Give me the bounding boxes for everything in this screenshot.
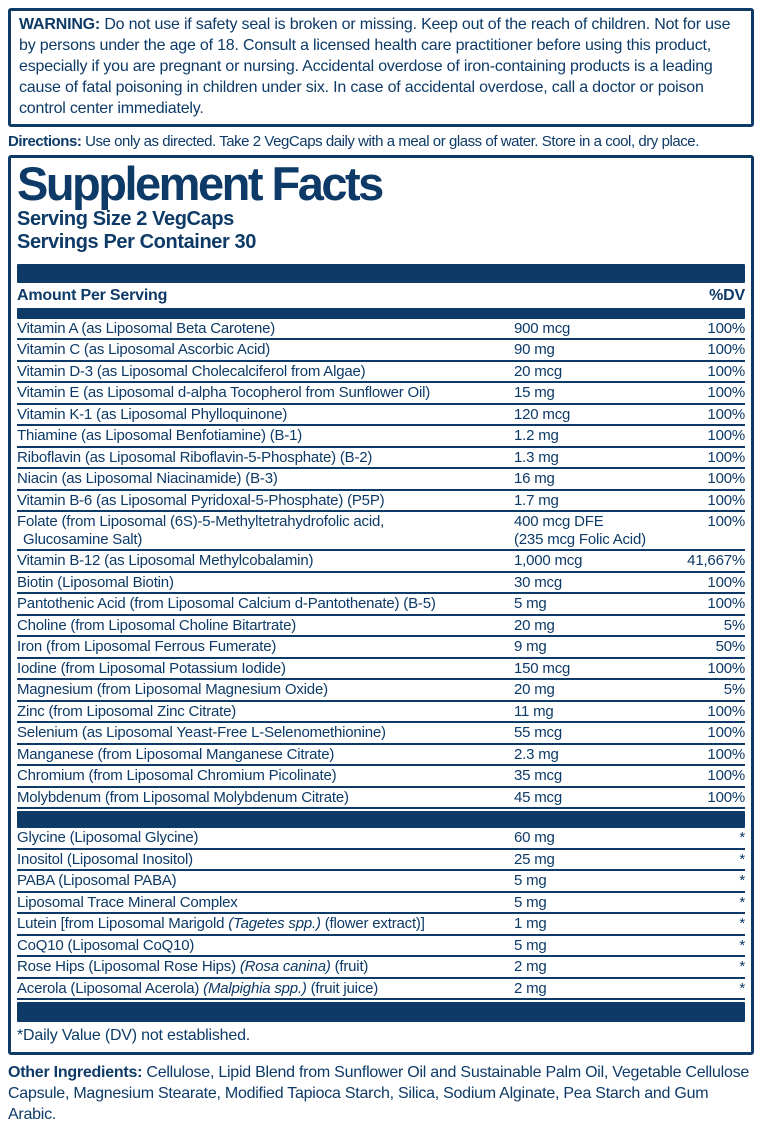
nutrient-amount: [514, 937, 666, 955]
nutrient-dv: 100%: [707, 362, 745, 380]
nutrient-name-text: Acerola (Liposomal Acerola): [17, 979, 204, 997]
table-row: [17, 957, 745, 979]
nutrient-name-text: Manganese (from Liposomal Manganese Citrate): [17, 745, 335, 763]
table-row: [17, 723, 745, 745]
table-row: [17, 469, 745, 491]
nutrient-amount: [514, 638, 666, 656]
nutrient-name-text: Vitamin E (as Liposomal d-alpha Tocopherol from Sunflower Oil): [17, 384, 431, 402]
nutrient-amount: [514, 574, 666, 592]
nutrient-name-text: Vitamin C (as Liposomal Ascorbic Acid): [17, 341, 271, 359]
nutrient-amount-value: 25 mg: [514, 850, 555, 868]
other-ingredients-text: Cellulose, Lipid Blend from Sunflower Oil and Sustainable Palm Oil, Vegetable Cellulose Capsule, Magnesium Stearate, Modified Tapioca Starch, Silica, Sodium Alginate, Pea Starch and Gum Arabic.: [8, 1064, 749, 1124]
nutrient-name-text: Inositol (Liposomal Inositol): [17, 850, 193, 868]
table-row: [17, 362, 745, 384]
nutrient-dv: 100%: [707, 659, 745, 677]
table-row: [17, 637, 745, 659]
nutrient-name-text: Selenium (as Liposomal Yeast-Free L-Selenomethionine): [17, 724, 386, 742]
nutrient-amount-value: 60 mg: [514, 829, 555, 847]
nutrient-amount-value: 20 mcg: [514, 362, 562, 380]
nutrient-name-suffix: (flower extract)]: [320, 915, 425, 933]
nutrient-dv: 100%: [707, 724, 745, 742]
table-row: [17, 766, 745, 788]
nutrient-amount: [514, 767, 666, 785]
nutrient-dv: 100%: [707, 470, 745, 488]
nutrient-name: [17, 384, 514, 402]
nutrient-amount-value: 120 mcg: [514, 405, 571, 423]
nutrient-dv: 100%: [707, 491, 745, 509]
supplement-facts-title: Supplement Facts: [17, 157, 382, 210]
nutrient-name: [17, 492, 514, 510]
secondary-nutrient-table: [17, 828, 745, 1000]
nutrient-name-text: Folate (from Liposomal (6S)-5-Methyltetrahydrofolic acid,: [17, 513, 385, 531]
nutrient-name-suffix: (fruit juice): [306, 979, 379, 997]
nutrient-name-text: Glycine (Liposomal Glycine): [17, 829, 199, 847]
nutrient-amount: [514, 746, 666, 764]
nutrient-dv: 100%: [707, 427, 745, 445]
table-row: [17, 405, 745, 427]
table-row: [17, 914, 745, 936]
directions-text: Use only as directed. Take 2 VegCaps daily with a meal or glass of water. Store in a cool, dry place.: [85, 133, 699, 150]
warning-text: Do not use if safety seal is broken or missing. Keep out of the reach of children. Not for use by persons under the age of 18. Consult a licensed health care practitioner before using this product, especially if you are pregnant or nursing. Accidental overdose of iron-containing products is a leading cause of fatal poisoning in children under six. In case of accidental overdose, call a doctor or poison control center immediately.: [19, 16, 731, 117]
nutrient-dv: *: [739, 915, 745, 933]
nutrient-name: [17, 363, 514, 381]
nutrient-dv: 100%: [707, 573, 745, 591]
nutrient-name-latin: (Rosa canina): [239, 958, 331, 976]
nutrient-amount-value: 45 mcg: [514, 788, 562, 806]
nutrient-amount-value: 1.2 mg: [514, 427, 559, 445]
nutrient-amount: [514, 617, 666, 635]
section-divider-bar: [17, 1002, 745, 1022]
nutrient-amount-value: 5 mg: [514, 872, 547, 890]
nutrient-name-text: Iodine (from Liposomal Potassium Iodide): [17, 659, 286, 677]
nutrient-name-text: Zinc (from Liposomal Zinc Citrate): [17, 702, 237, 720]
nutrient-name: [17, 406, 514, 424]
nutrient-name: [17, 341, 514, 359]
warning-label: WARNING:: [19, 16, 101, 33]
nutrient-amount: [514, 513, 666, 548]
table-row: [17, 616, 745, 638]
table-row: [17, 850, 745, 872]
nutrient-name: [17, 427, 514, 445]
table-row: [17, 491, 745, 513]
nutrient-name: [17, 660, 514, 678]
nutrient-amount-value: 1 mg: [514, 915, 547, 933]
nutrient-amount-value: 2 mg: [514, 979, 547, 997]
nutrient-amount: [514, 681, 666, 699]
nutrient-name: [17, 894, 514, 912]
nutrient-amount: [514, 595, 666, 613]
nutrient-dv: 100%: [707, 384, 745, 402]
nutrient-amount: [514, 660, 666, 678]
nutrient-name-text: Vitamin K-1 (as Liposomal Phylloquinone): [17, 405, 288, 423]
table-row: [17, 573, 745, 595]
nutrient-amount-value: 2.3 mg: [514, 745, 559, 763]
nutrient-name-text: Molybdenum (from Liposomal Molybdenum Citrate): [17, 788, 349, 806]
nutrient-dv: 100%: [707, 595, 745, 613]
nutrient-amount-value: 2 mg: [514, 958, 547, 976]
nutrient-amount: [514, 980, 666, 998]
nutrient-dv: 5%: [723, 616, 745, 634]
nutrient-amount-value: 1,000 mcg: [514, 552, 583, 570]
nutrient-name: [17, 320, 514, 338]
nutrient-amount-value: 5 mg: [514, 936, 547, 954]
nutrient-name-text: Niacin (as Liposomal Niacinamide) (B-3): [17, 470, 278, 488]
nutrient-name-text: Thiamine (as Liposomal Benfotiamine) (B-1): [17, 427, 303, 445]
nutrient-name-text: Vitamin B-6 (as Liposomal Pyridoxal-5-Phosphate) (P5P): [17, 491, 385, 509]
nutrient-name-latin: (Tagetes spp.): [228, 915, 321, 933]
nutrient-name: [17, 789, 514, 807]
nutrient-name-text: Vitamin D-3 (as Liposomal Cholecalciferol from Algae): [17, 362, 366, 380]
nutrient-amount-value: 900 mcg: [514, 319, 571, 337]
nutrient-name-text: Choline (from Liposomal Choline Bitartrate): [17, 616, 297, 634]
table-row: [17, 319, 745, 341]
nutrient-name: [17, 767, 514, 785]
nutrient-amount-value: 16 mg: [514, 470, 555, 488]
nutrient-amount-value: 20 mg: [514, 616, 555, 634]
directions: [8, 133, 754, 150]
main-nutrient-table: [17, 319, 745, 810]
nutrient-name-text: Vitamin B-12 (as Liposomal Methylcobalamin): [17, 552, 314, 570]
nutrient-name-text: Rose Hips (Liposomal Rose Hips): [17, 958, 240, 976]
nutrient-amount: [514, 958, 666, 976]
table-row: [17, 512, 745, 551]
table-row: [17, 979, 745, 1001]
nutrient-amount-value: 90 mg: [514, 341, 555, 359]
nutrient-dv: 50%: [715, 638, 745, 656]
table-row: [17, 426, 745, 448]
nutrient-amount: [514, 851, 666, 869]
nutrient-amount: [514, 492, 666, 510]
nutrient-name-text: Chromium (from Liposomal Chromium Picolinate): [17, 767, 337, 785]
nutrient-name: [17, 617, 514, 635]
nutrient-name-text: Magnesium (from Liposomal Magnesium Oxide): [17, 681, 328, 699]
nutrient-amount: [514, 915, 666, 933]
nutrient-name: [17, 980, 514, 998]
nutrient-amount-value: 35 mcg: [514, 767, 562, 785]
nutrient-name-text: Vitamin A (as Liposomal Beta Carotene): [17, 319, 276, 337]
nutrient-dv: *: [739, 936, 745, 954]
nutrient-dv: 100%: [707, 513, 745, 531]
nutrient-name: [17, 470, 514, 488]
nutrient-amount-value: 11 mg: [514, 702, 554, 720]
nutrient-name: [17, 958, 514, 976]
nutrient-name-line2: Glucosamine Salt): [23, 530, 143, 548]
dv-header: %DV: [709, 286, 745, 304]
nutrient-amount-value: 30 mcg: [514, 573, 562, 591]
daily-value-footnote: *Daily Value (DV) not established.: [17, 1027, 251, 1045]
nutrient-amount-line2: (235 mcg Folic Acid): [514, 530, 646, 548]
table-row: [17, 680, 745, 702]
nutrient-name: [17, 724, 514, 742]
nutrient-dv: *: [739, 850, 745, 868]
nutrient-dv: 100%: [707, 767, 745, 785]
nutrient-name: [17, 681, 514, 699]
table-row: [17, 383, 745, 405]
nutrient-amount: [514, 829, 666, 847]
nutrient-name: [17, 638, 514, 656]
nutrient-amount-value: 15 mg: [514, 384, 555, 402]
section-divider-bar: [17, 264, 745, 283]
nutrient-dv: *: [739, 893, 745, 911]
table-row: [17, 594, 745, 616]
nutrient-dv: 5%: [723, 681, 745, 699]
table-row: [17, 702, 745, 724]
nutrient-dv: 41,667%: [687, 552, 745, 570]
nutrient-amount: [514, 894, 666, 912]
nutrient-name-text: Liposomal Trace Mineral Complex: [17, 893, 238, 911]
nutrient-amount-value: 1.7 mg: [514, 491, 559, 509]
nutrient-dv: *: [739, 979, 745, 997]
nutrient-amount-value: 1.3 mg: [514, 448, 559, 466]
nutrient-dv: 100%: [707, 405, 745, 423]
table-row: [17, 788, 745, 810]
header-divider-bar: [17, 308, 745, 319]
nutrient-name: [17, 937, 514, 955]
nutrient-name: [17, 595, 514, 613]
nutrient-dv: 100%: [707, 448, 745, 466]
nutrient-name: [17, 851, 514, 869]
nutrient-dv: 100%: [707, 319, 745, 337]
nutrient-amount: [514, 872, 666, 890]
nutrient-amount: [514, 320, 666, 338]
nutrient-dv: *: [739, 829, 745, 847]
nutrient-dv: *: [739, 872, 745, 890]
nutrient-dv: 100%: [707, 788, 745, 806]
table-row: [17, 893, 745, 915]
nutrient-amount: [514, 552, 666, 570]
table-row: [17, 828, 745, 850]
nutrient-name-text: Biotin (Liposomal Biotin): [17, 573, 174, 591]
nutrient-amount: [514, 406, 666, 424]
nutrient-amount: [514, 449, 666, 467]
nutrient-name: [17, 552, 514, 570]
nutrient-dv: 100%: [707, 702, 745, 720]
table-row: [17, 871, 745, 893]
other-ingredients: [8, 1062, 754, 1125]
amount-per-serving-header: Amount Per Serving: [17, 286, 168, 304]
nutrient-amount: [514, 363, 666, 381]
nutrient-name-text: PABA (Liposomal PABA): [17, 872, 177, 890]
nutrient-amount-value: 5 mg: [514, 893, 547, 911]
nutrient-name: [17, 574, 514, 592]
nutrient-name: [17, 829, 514, 847]
nutrient-name-text: Lutein [from Liposomal Marigold: [17, 915, 229, 933]
nutrient-amount-value: 400 mcg DFE: [514, 513, 604, 531]
nutrient-name: [17, 915, 514, 933]
nutrient-name-text: Pantothenic Acid (from Liposomal Calcium d-Pantothenate) (B-5): [17, 595, 436, 613]
servings-per-container: Servings Per Container 30: [17, 230, 256, 253]
nutrient-amount: [514, 789, 666, 807]
table-row: [17, 745, 745, 767]
nutrient-amount-value: 5 mg: [514, 595, 547, 613]
nutrient-amount: [514, 703, 666, 721]
table-row: [17, 659, 745, 681]
nutrient-amount-value: 20 mg: [514, 681, 555, 699]
nutrient-amount-value: 150 mcg: [514, 659, 571, 677]
nutrient-name: [17, 703, 514, 721]
nutrient-name-text: Iron (from Liposomal Ferrous Fumerate): [17, 638, 277, 656]
nutrient-name: [17, 513, 514, 548]
nutrient-dv: *: [739, 958, 745, 976]
table-row: [17, 448, 745, 470]
nutrient-name-latin: (Malpighia spp.): [203, 979, 307, 997]
nutrient-amount-value: 9 mg: [514, 638, 547, 656]
other-ingredients-label: Other Ingredients:: [8, 1064, 143, 1082]
nutrient-dv: 100%: [707, 745, 745, 763]
directions-label: Directions:: [8, 133, 82, 150]
nutrient-amount: [514, 724, 666, 742]
supplement-facts-panel: [8, 155, 754, 1055]
nutrient-name: [17, 449, 514, 467]
nutrient-amount: [514, 384, 666, 402]
nutrient-name-text: CoQ10 (Liposomal CoQ10): [17, 936, 195, 954]
nutrient-name: [17, 746, 514, 764]
section-divider-bar: [17, 811, 745, 828]
table-row: [17, 551, 745, 573]
nutrient-name: [17, 872, 514, 890]
table-row: [17, 936, 745, 958]
serving-size: Serving Size 2 VegCaps: [17, 207, 234, 230]
table-row: [17, 340, 745, 362]
nutrient-amount: [514, 427, 666, 445]
warning-box: [8, 8, 754, 127]
column-header-row: [17, 283, 745, 308]
nutrient-amount: [514, 470, 666, 488]
nutrient-name-suffix: (fruit): [330, 958, 369, 976]
nutrient-amount: [514, 341, 666, 359]
nutrient-amount-value: 55 mcg: [514, 724, 562, 742]
nutrient-dv: 100%: [707, 341, 745, 359]
nutrient-name-text: Riboflavin (as Liposomal Riboflavin-5-Phosphate) (B-2): [17, 448, 373, 466]
